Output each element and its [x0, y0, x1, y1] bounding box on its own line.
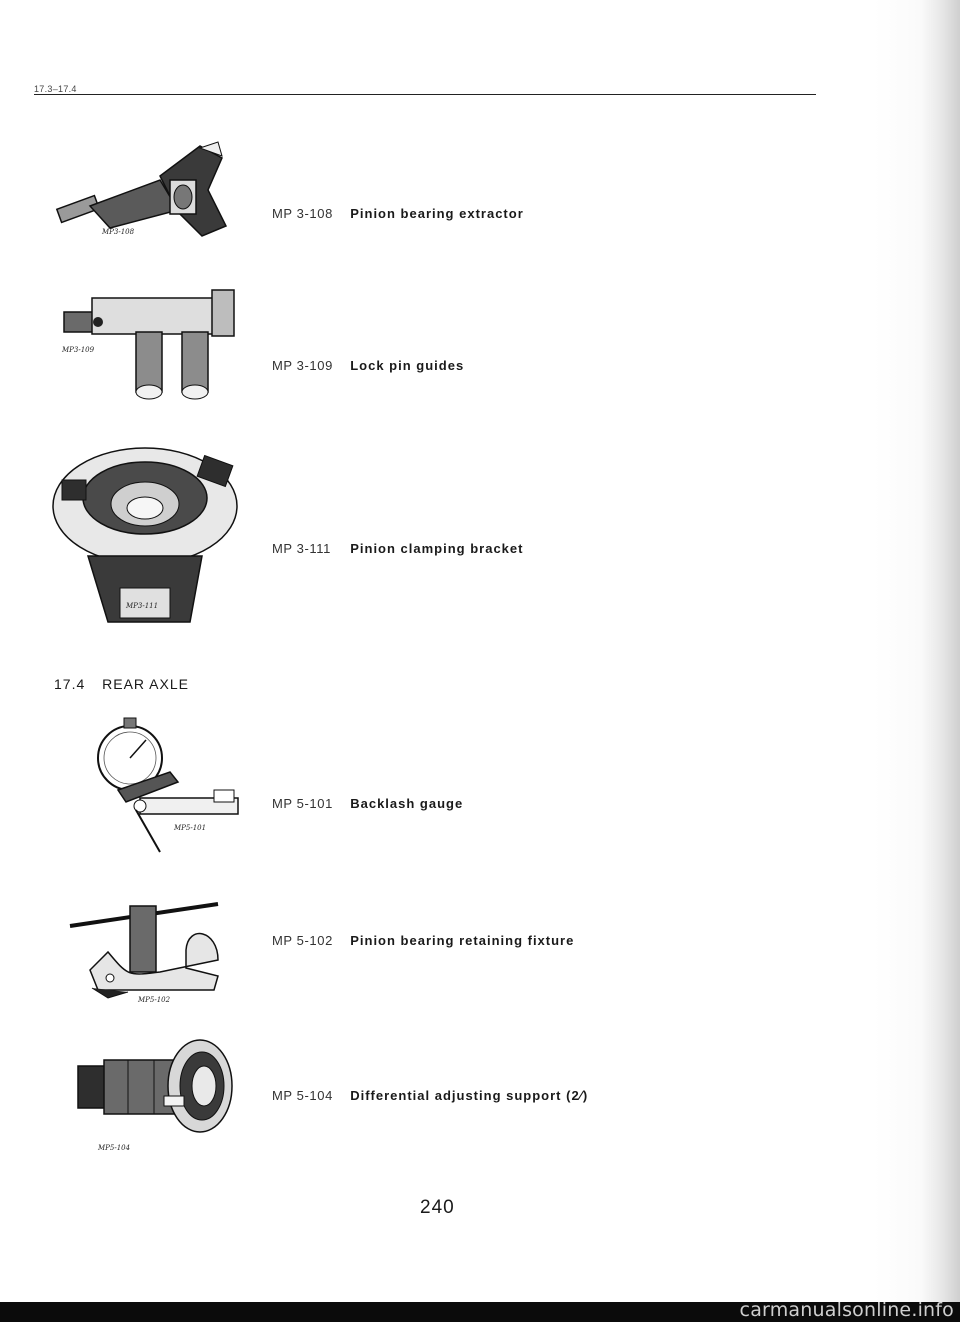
differential-adjusting-support-image — [68, 1022, 248, 1162]
tool-tag: MP3-111 — [126, 602, 159, 610]
pinion-clamping-bracket-image — [50, 438, 240, 638]
tool-tag: MP3-108 — [102, 228, 135, 236]
tool-code: MP 5-101 — [272, 796, 333, 811]
tool-caption — [272, 206, 524, 221]
tool-description: Backlash gauge — [350, 796, 464, 811]
tool-tag: MP3-109 — [62, 346, 95, 354]
page-number: 240 — [420, 1197, 455, 1218]
tool-caption — [272, 358, 464, 373]
tool-caption — [272, 796, 463, 811]
header-rule — [34, 94, 816, 95]
tool-description: Pinion bearing retaining fixture — [350, 933, 575, 948]
site-watermark: carmanualsonline.info — [739, 1299, 954, 1321]
tool-code: MP 5-104 — [272, 1088, 333, 1103]
tool-description: Lock pin guides — [350, 358, 465, 373]
tool-entry-mp3-109 — [0, 278, 860, 408]
backlash-gauge-image — [78, 710, 248, 860]
section-heading — [54, 676, 189, 692]
tool-caption — [272, 933, 574, 948]
tool-entry-mp3-108 — [0, 140, 860, 250]
tool-code: MP 5-102 — [272, 933, 333, 948]
tool-tag: MP5-101 — [174, 824, 207, 832]
tool-description: Pinion clamping bracket — [350, 541, 524, 556]
section-number: 17.4 — [54, 676, 86, 692]
pinion-bearing-extractor-image — [50, 140, 240, 250]
tool-caption — [272, 541, 523, 556]
tool-entry-mp5-104 — [0, 1022, 860, 1162]
tool-tag: MP5-102 — [138, 996, 171, 1004]
tool-caption — [272, 1088, 588, 1103]
pinion-bearing-retaining-fixture-image — [68, 880, 248, 1010]
tool-description: Differential adjusting support (2⁄) — [350, 1088, 589, 1103]
tool-code: MP 3-111 — [272, 541, 331, 556]
tool-entry-mp3-111 — [0, 438, 860, 638]
tool-description: Pinion bearing extractor — [350, 206, 524, 221]
tool-code: MP 3-108 — [272, 206, 333, 221]
tool-entry-mp5-101 — [0, 710, 860, 860]
lock-pin-guides-image — [52, 278, 242, 408]
section-title: REAR AXLE — [102, 676, 189, 692]
tool-entry-mp5-102 — [0, 880, 860, 1010]
tool-code: MP 3-109 — [272, 358, 333, 373]
tool-tag: MP5-104 — [98, 1144, 131, 1152]
section-reference: 17.3–17.4 — [34, 84, 77, 94]
page-edge-shadow — [874, 0, 960, 1322]
